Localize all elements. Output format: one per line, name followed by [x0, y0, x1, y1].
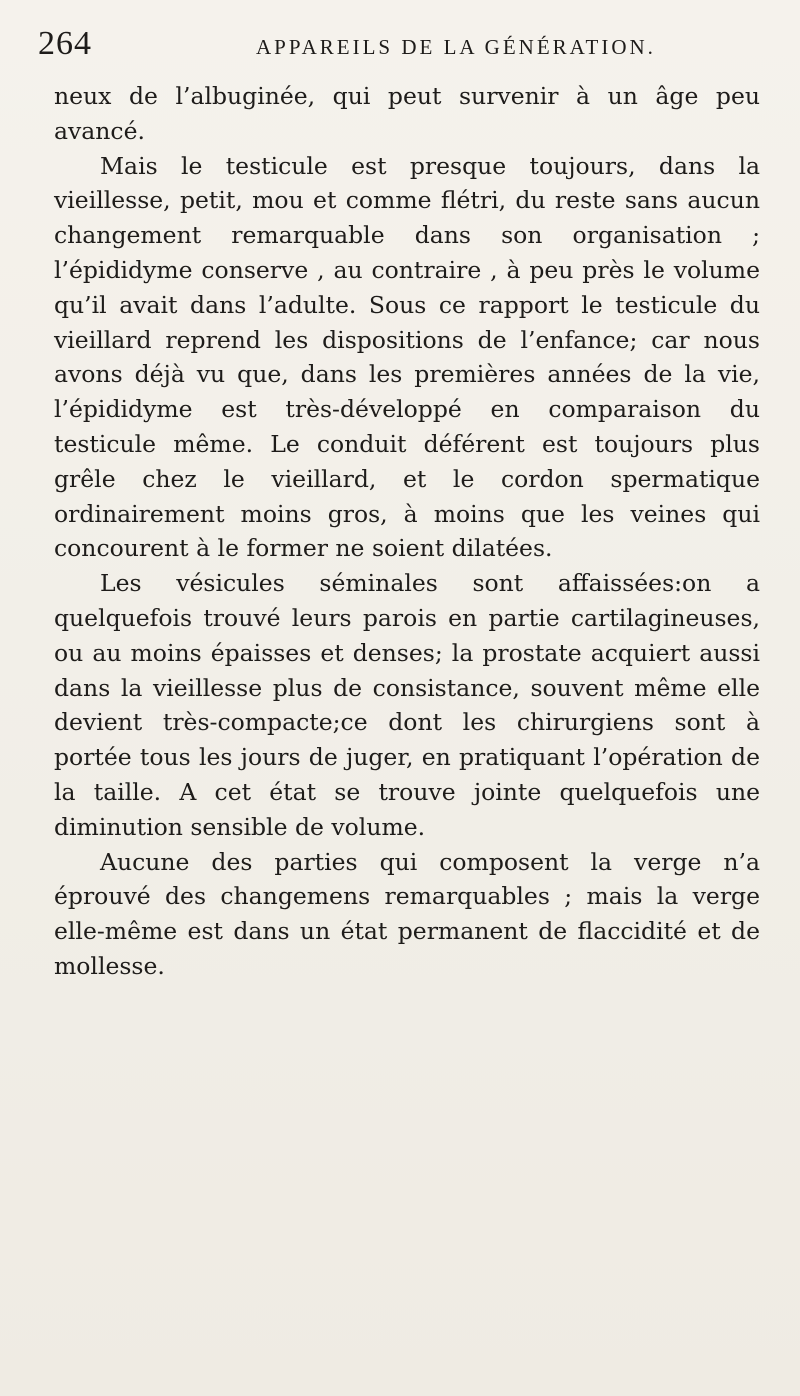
- page-header: [38, 20, 758, 72]
- body-text: [54, 79, 760, 984]
- paragraph-vesicules: Les vésicules séminales sont affaissées:on a quelquefois trouvé leurs parois en partie cartilagineuses, ou au moins épaisses et denses; la prostate acquiert aussi dans la vieillesse plus de consistance, souvent même elle devient très-compacte;ce dont les chirurgiens sont à portée tous les jours de juger, en pratiquant l’opération de la taille. A cet état se trouve jointe quelquefois une diminution sensible de volume.: [54, 569, 760, 841]
- running-title: APPAREILS DE LA GÉNÉRATION.: [256, 35, 656, 59]
- paragraph-continuation: neux de l’albuginée, qui peut survenir à un âge peu avancé.: [54, 82, 760, 145]
- paragraph-testicule: Mais le testicule est presque toujours, dans la vieillesse, petit, mou et comme flétri, du reste sans aucun changement remarquable dans son organisation ; l’épididyme conserve , au contraire , à peu près le volume qu’il avait dans l’adulte. Sous ce rapport le testicule du vieillard reprend les dispositions de l’enfance; car nous avons déjà vu que, dans les premières années de la vie, l’épididyme est très-développé en comparaison du testicule même. Le conduit déférent est toujours plus grêle chez le vieillard, et le cordon spermatique ordinairement moins gros, à moins que les veines qui concourent à le former ne soient dilatées.: [54, 151, 760, 563]
- page-number: 264: [38, 25, 92, 62]
- paragraph-verge: Aucune des parties qui composent la verge n’a éprouvé des changemens remarquables ; mais la verge elle-même est dans un état permanent de flaccidité et de mollesse.: [54, 847, 760, 980]
